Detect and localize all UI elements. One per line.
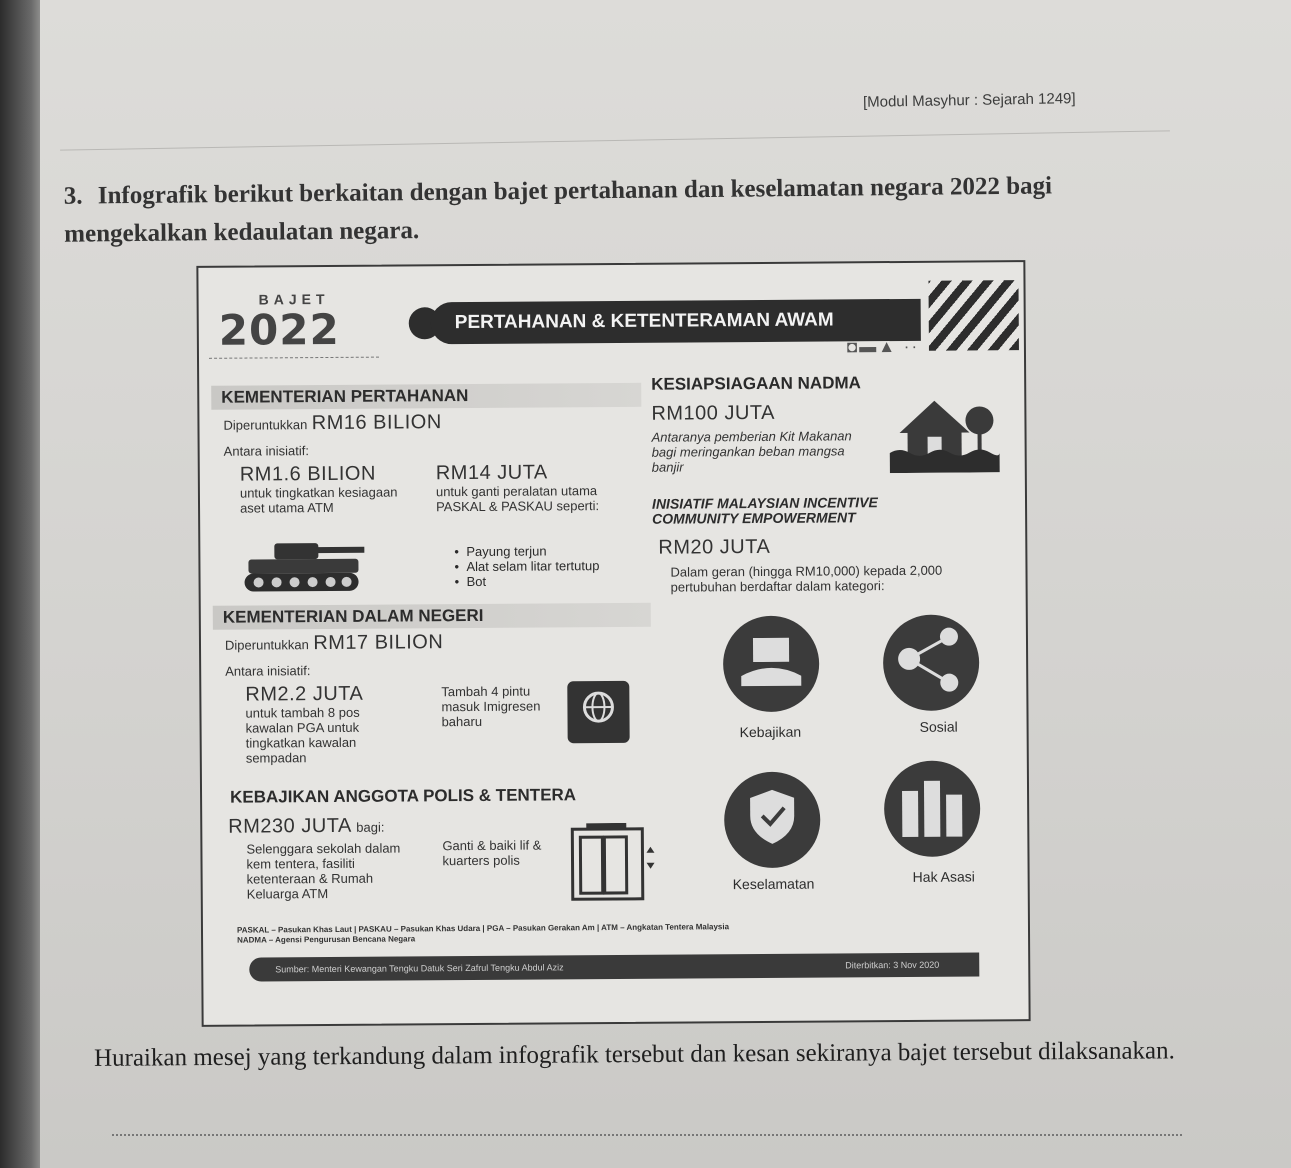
raised-fists-icon [884,760,981,857]
network-people-icon [883,614,980,711]
bullet-item: • Payung terjun [466,543,599,559]
dalam-negeri-allocation [225,631,443,656]
decor-icons: ◘▬▲ ·· [846,336,920,357]
banner-title: PERTAHANAN & KETENTERAMAN AWAM [431,299,921,344]
incentive-value: RM20 JUTA [658,535,771,559]
hand-money-icon [723,616,820,713]
bullet-item: • Bot [467,573,600,589]
allocated-value: RM16 BILION [311,411,442,435]
kebajikan-value: RM230 JUTA [228,814,352,838]
kebajikan-anggota-heading: KEBAJIKAN ANGGOTA POLIS & TENTERA [229,785,577,807]
globe-passport-icon [567,681,629,743]
infographic [196,260,1030,1027]
source-text: Sumber: Menteri Kewangan Tengku Datuk Seri Zafrul Tengku Abdul Aziz [275,962,564,975]
pertahanan-item2-value: RM14 JUTA [435,461,548,485]
dalam-negeri-item1-desc: untuk tambah 8 pos kawalan PGA untuk tingkatkan kawalan sempadan [245,704,360,766]
pertahanan-allocation [223,411,441,436]
pertahanan-item1-desc: untuk tingkatkan kesiagaan aset utama ATM [239,484,398,516]
category-hak-asasi: Hak Asasi [912,868,975,885]
category-kebajikan: Kebajikan [739,723,802,741]
bajet-year: 2022 [218,304,340,355]
incentive-desc: Dalam geran (hingga RM10,000) kepada 2,000 pertubuhan berdaftar dalam kategori: [670,562,943,595]
shield-hands-icon [724,772,821,869]
allocated-label: Diperuntukkan [224,637,309,653]
answer-prompt: Huraikan mesej yang terkandung dalam infografik tersebut dan kesan sekiranya bajet tersebut dilaksanakan. [93,1037,1175,1072]
question-text: Infografik berikut berkaitan dengan bajet pertahanan dan keselamatan negara 2022 bagi mengekalkan kedaulatan negara. [64,172,1053,248]
dalam-negeri-initiative-label: Antara inisiatif: [225,663,311,679]
dalam-negeri-heading: KEMENTERIAN DALAM NEGERI [213,603,651,630]
allocated-label: Diperuntukkan [223,417,308,433]
pertahanan-item2-desc: untuk ganti peralatan utama PASKAL & PASKAU seperti: [435,483,600,515]
category-keselamatan: Keselamatan [732,875,815,893]
module-header: [Modul Masyhur : Sejarah 1249] [862,90,1076,111]
answer-line[interactable] [112,1134,1182,1136]
bajet-label: BAJET [258,290,330,308]
elevator-icon [562,823,659,904]
pertahanan-initiative-label: Antara inisiatif: [223,443,309,459]
dalam-negeri-item1-value: RM2.2 JUTA [245,682,364,706]
pertahanan-bullets [452,543,599,589]
abbreviations: PASKAL – Pasukan Khas Laut | PASKAU – Pasukan Khas Udara | PGA – Pasukan Gerakan Am | ATM – Angkatan Tentera Malaysia [236,922,730,935]
kebajikan-value-suffix: bagi: [356,819,385,835]
pertahanan-heading: KEMENTERIAN PERTAHANAN [211,383,641,410]
abbreviations-2: NADMA – Agensi Pengurusan Bencana Negara [237,934,416,945]
question-number: 3. [63,182,83,210]
bullet-item: • Alat selam litar tertutup [466,558,599,574]
nadma-value: RM100 JUTA [651,401,776,425]
kebajikan-anggota-allocation [228,815,384,839]
tagline-line [209,357,379,363]
tank-icon [240,537,370,598]
dalam-negeri-item2-desc: Tambah 4 pintu masuk Imigresen baharu [441,683,541,730]
nadma-heading: KESIAPSIAGAAN NADMA [651,373,861,394]
published-date: Diterbitkan: 3 Nov 2020 [845,959,940,971]
allocated-value: RM17 BILION [313,631,444,655]
source-bar [249,952,979,981]
question-3 [64,166,1165,254]
kebajikan-desc2: Ganti & baiki lif & kuarters polis [442,837,542,869]
nadma-desc: Antaranya pemberian Kit Makanan bagi meringankan beban mangsa banjir [651,428,852,475]
stripes-decoration [928,280,1018,351]
house-flood-icon [889,390,1000,473]
category-sosial: Sosial [919,718,958,735]
kebajikan-desc1: Selenggara sekolah dalam kem tentera, fasiliti ketenteraan & Rumah Keluarga ATM [246,840,401,902]
pertahanan-item1-value: RM1.6 BILION [239,462,376,486]
incentive-heading: INISIATIF MALAYSIAN INCENTIVE COMMUNITY EMPOWERMENT [651,494,878,527]
